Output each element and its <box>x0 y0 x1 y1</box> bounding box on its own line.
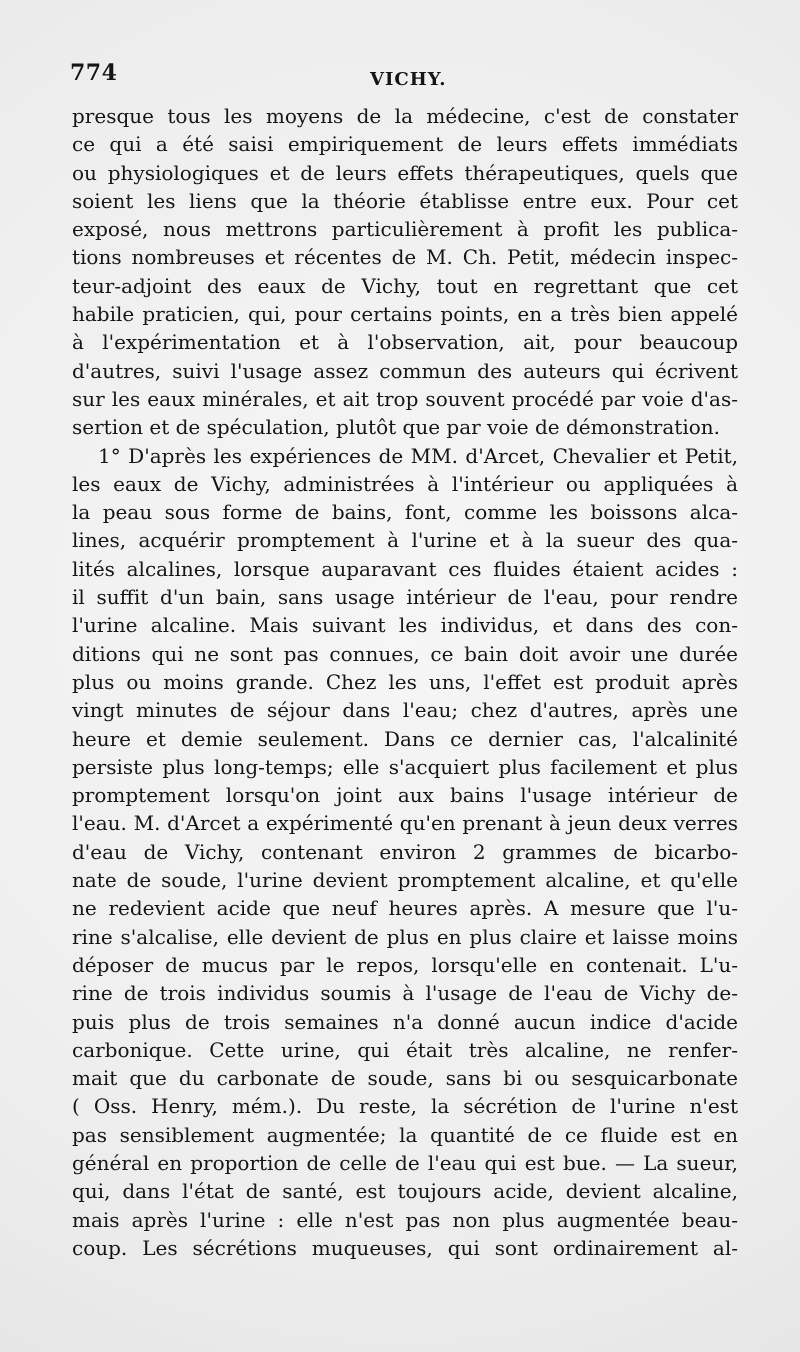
text-line: sur les eaux minérales, et ait trop souvent procédé par voie d'as- <box>72 386 738 411</box>
paragraph-end-line: sertion et de spéculation, plutôt que par voie de démonstration. <box>72 415 720 440</box>
text-line: les eaux de Vichy, administrées à l'intérieur ou appliquées à <box>72 471 738 496</box>
text-line: puis plus de trois semaines n'a donné aucun indice d'acide <box>72 1009 738 1034</box>
text-line: d'eau de Vichy, contenant environ 2 grammes de bicarbo- <box>72 839 738 864</box>
text-line: vingt minutes de séjour dans l'eau; chez d'autres, après une <box>72 698 738 723</box>
text-line: mait que du carbonate de soude, sans bi ou sesquicarbonate <box>72 1066 738 1091</box>
text-line: rine de trois individus soumis à l'usage de l'eau de Vichy de- <box>72 981 738 1006</box>
running-title: VICHY. <box>370 69 447 90</box>
text-line: il suffit d'un bain, sans usage intérieur de l'eau, pour rendre <box>72 585 738 610</box>
text-line: habile praticien, qui, pour certains points, en a très bien appelé <box>72 302 738 327</box>
text-line: d'autres, suivi l'usage assez commun des auteurs qui écrivent <box>72 358 738 383</box>
text-line: nate de soude, l'urine devient promptement alcaline, et qu'elle <box>72 868 738 893</box>
text-line: déposer de mucus par le repos, lorsqu'elle en contenait. L'u- <box>72 952 738 977</box>
text-line: ce qui a été saisi empiriquement de leurs effets immédiats <box>72 132 738 157</box>
text-line: l'urine alcaline. Mais suivant les individus, et dans des con- <box>72 613 738 638</box>
text-line: ditions qui ne sont pas connues, ce bain doit avoir une durée <box>72 641 738 666</box>
text-line: ne redevient acide que neuf heures après. A mesure que l'u- <box>72 896 738 921</box>
page-number: 774 <box>70 60 118 86</box>
text-line: soient les liens que la théorie établisse entre eux. Pour cet <box>72 188 738 213</box>
text-line: qui, dans l'état de santé, est toujours acide, devient alcaline, <box>72 1179 738 1204</box>
text-line: l'eau. M. d'Arcet a expérimenté qu'en prenant à jeun deux verres <box>72 811 738 836</box>
text-line: lités alcalines, lorsque auparavant ces fluides étaient acides : <box>72 556 738 581</box>
text-line: mais après l'urine : elle n'est pas non plus augmentée beau- <box>72 1207 738 1232</box>
text-line: tions nombreuses et récentes de M. Ch. Petit, médecin inspec- <box>72 245 738 270</box>
text-line: plus ou moins grande. Chez les uns, l'effet est produit après <box>72 669 738 694</box>
text-line: coup. Les sécrétions muqueuses, qui sont ordinairement al- <box>72 1235 738 1260</box>
text-line: carbonique. Cette urine, qui était très alcaline, ne renfer- <box>72 1037 738 1062</box>
text-line: lines, acquérir promptement à l'urine et à la sueur des qua- <box>72 528 738 553</box>
text-line: exposé, nous mettrons particulièrement à profit les publica- <box>72 217 738 242</box>
body-text <box>72 102 738 1262</box>
text-line: teur-adjoint des eaux de Vichy, tout en regrettant que cet <box>72 273 738 298</box>
text-line: général en proportion de celle de l'eau qui est bue. — La sueur, <box>72 1150 738 1175</box>
text-line: ou physiologiques et de leurs effets thérapeutiques, quels que <box>72 160 738 185</box>
text-line: rine s'alcalise, elle devient de plus en plus claire et laisse moins <box>72 924 738 949</box>
text-line: promptement lorsqu'on joint aux bains l'usage intérieur de <box>72 783 738 808</box>
text-line: pas sensiblement augmentée; la quantité de ce fluide est en <box>72 1122 738 1147</box>
paragraph-start-line: 1° D'après les expériences de MM. d'Arcet, Chevalier et Petit, <box>98 443 738 468</box>
text-line: ( Oss. Henry, mém.). Du reste, la sécrétion de l'urine n'est <box>72 1094 738 1119</box>
text-line: persiste plus long-temps; elle s'acquiert plus facilement et plus <box>72 754 738 779</box>
page-header <box>70 60 730 94</box>
text-line: heure et demie seulement. Dans ce dernier cas, l'alcalinité <box>72 726 738 751</box>
text-line: la peau sous forme de bains, font, comme les boissons alca- <box>72 500 738 525</box>
text-line: presque tous les moyens de la médecine, c'est de constater <box>72 104 738 128</box>
text-line: à l'expérimentation et à l'observation, ait, pour beaucoup <box>72 330 738 355</box>
